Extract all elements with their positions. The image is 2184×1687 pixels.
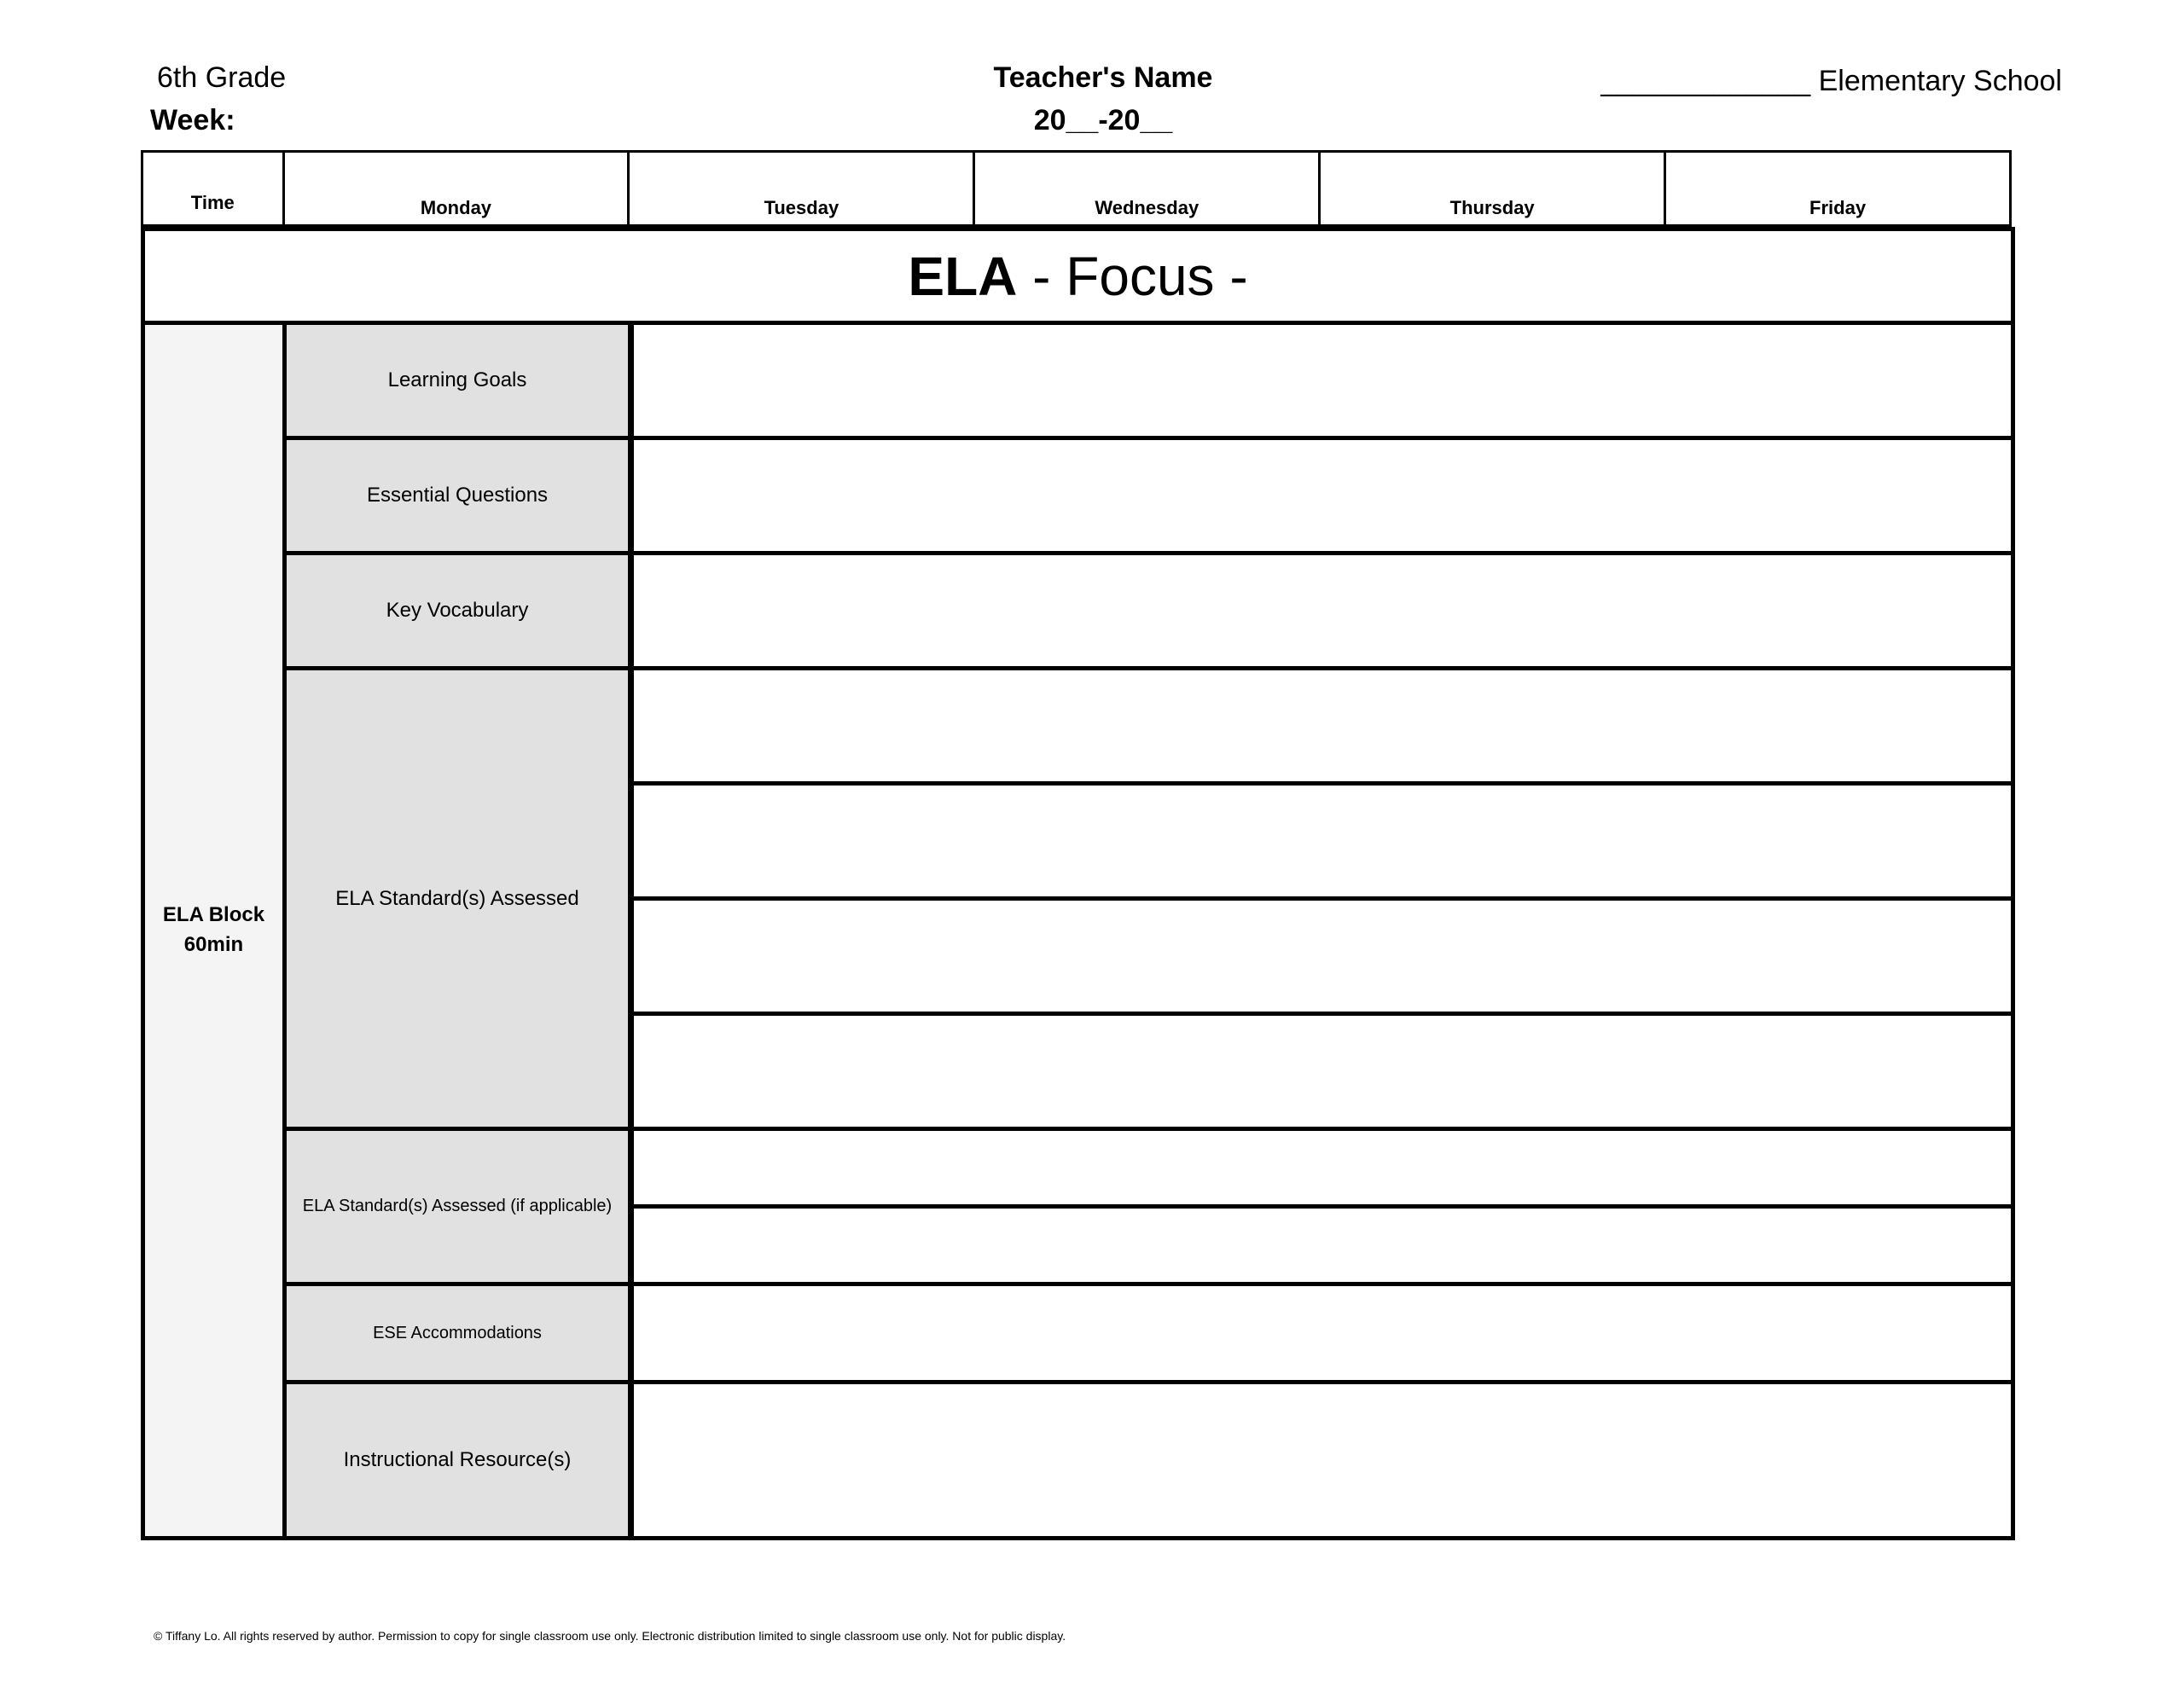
school-year: 20__-20__ [1033, 104, 1173, 136]
copyright-footer: © Tiffany Lo. All rights reserved by author. Permission to copy for single classroom use only. Electronic distribution limited to single classroom use only. Not for public display. [154, 1629, 1066, 1643]
learning-goals-cell[interactable] [634, 325, 2011, 440]
row-label-column [287, 325, 634, 1536]
week-label: Week: [150, 104, 235, 136]
teacher-name: Teacher's Name [993, 61, 1213, 94]
block-duration: 60min [183, 933, 244, 956]
standards-assessed-cell-3[interactable] [634, 901, 2011, 1016]
instructional-resources-cell[interactable] [634, 1384, 2011, 1536]
ese-accommodations-cell[interactable] [634, 1286, 2011, 1384]
standards-if-applicable-cell-2[interactable] [634, 1209, 2011, 1286]
day-header-wednesday: Wednesday [975, 153, 1321, 224]
day-header-thursday: Thursday [1321, 153, 1666, 224]
block-name: ELA Block [162, 903, 265, 927]
plan-content-area [634, 325, 2011, 1536]
grade-label: 6th Grade [157, 61, 287, 94]
standards-if-applicable-cell-1[interactable] [634, 1131, 2011, 1209]
standards-assessed-cell-4[interactable] [634, 1016, 2011, 1131]
row-label-standards-if-applicable: ELA Standard(s) Assessed (if applicable) [287, 1131, 628, 1286]
standards-assessed-cell-2[interactable] [634, 786, 2011, 901]
school-name: _____________ Elementary School [1600, 65, 2062, 97]
row-label-ese-accommodations: ESE Accommodations [287, 1286, 628, 1384]
ela-block-cell [145, 325, 287, 1536]
time-header: Time [143, 153, 285, 224]
day-header-monday: Monday [285, 153, 630, 224]
day-header-row [141, 150, 2012, 227]
row-label-learning-goals: Learning Goals [287, 325, 628, 440]
lesson-plan-table [141, 227, 2015, 1540]
subject-label: ELA [908, 245, 1018, 307]
row-label-essential-questions: Essential Questions [287, 440, 628, 555]
standards-assessed-cell-1[interactable] [634, 670, 2011, 786]
focus-title [145, 231, 2011, 325]
row-label-instructional-resources: Instructional Resource(s) [287, 1384, 628, 1536]
day-header-tuesday: Tuesday [630, 153, 975, 224]
row-label-standards-assessed: ELA Standard(s) Assessed [287, 670, 628, 1131]
day-header-friday: Friday [1809, 197, 1867, 218]
row-label-key-vocabulary: Key Vocabulary [287, 555, 628, 670]
essential-questions-cell[interactable] [634, 440, 2011, 555]
focus-label: - Focus - [1017, 245, 1248, 307]
key-vocabulary-cell[interactable] [634, 555, 2011, 670]
